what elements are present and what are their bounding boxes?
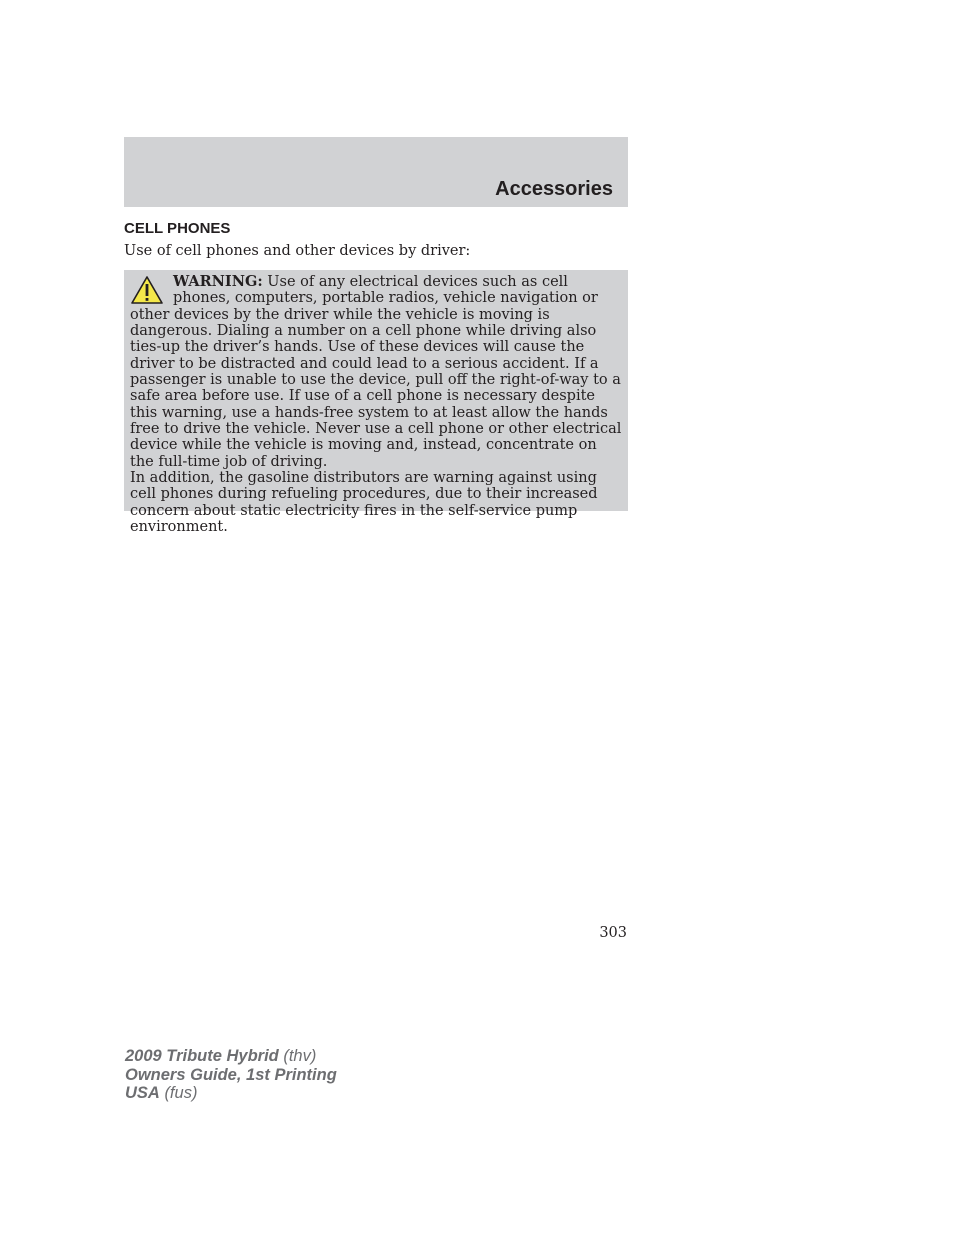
intro-text: Use of cell phones and other devices by driver:	[124, 243, 471, 259]
page-number: 303	[599, 925, 627, 941]
section-heading: CELL PHONES	[124, 220, 231, 237]
warning-paragraph-additional: In addition, the gasoline distributors are warning against using cell phones during refueling procedures, due to their increased concern about static electricity fires in the self-service pump environment.	[130, 470, 598, 536]
footer-line-model: 2009 Tribute Hybrid (thv)	[125, 1047, 317, 1065]
footer-line-region: USA (fus)	[125, 1084, 198, 1102]
warning-box	[124, 270, 628, 536]
warning-body: Use of any electrical devices such as cell phones, computers, portable radios, vehicle navigation or other devices by the driver while the vehicle is moving is dangerous. Dialing a number on a cell phone while driving also ties-up the driver’s hands. Use of these devices will cause the driver to be distracted and could lead to a serious accident. If a passenger is unable to use the device, pull off the right-of-way to a safe area before use. If use of a cell phone is necessary despite this warning, use a hands-free system to at least allow the hands free to drive the vehicle. Never use a cell phone or other electrical device while the vehicle is moving and, instead, concentrate on the full-time job of driving.	[130, 274, 622, 470]
footer	[125, 1047, 337, 1103]
chapter-title: Accessories	[495, 178, 613, 200]
chapter-header-band	[124, 137, 628, 207]
footer-line-guide: Owners Guide, 1st Printing	[125, 1065, 337, 1084]
warning-text	[130, 274, 622, 536]
warning-label: WARNING:	[173, 273, 263, 290]
warning-paragraph	[130, 274, 622, 470]
